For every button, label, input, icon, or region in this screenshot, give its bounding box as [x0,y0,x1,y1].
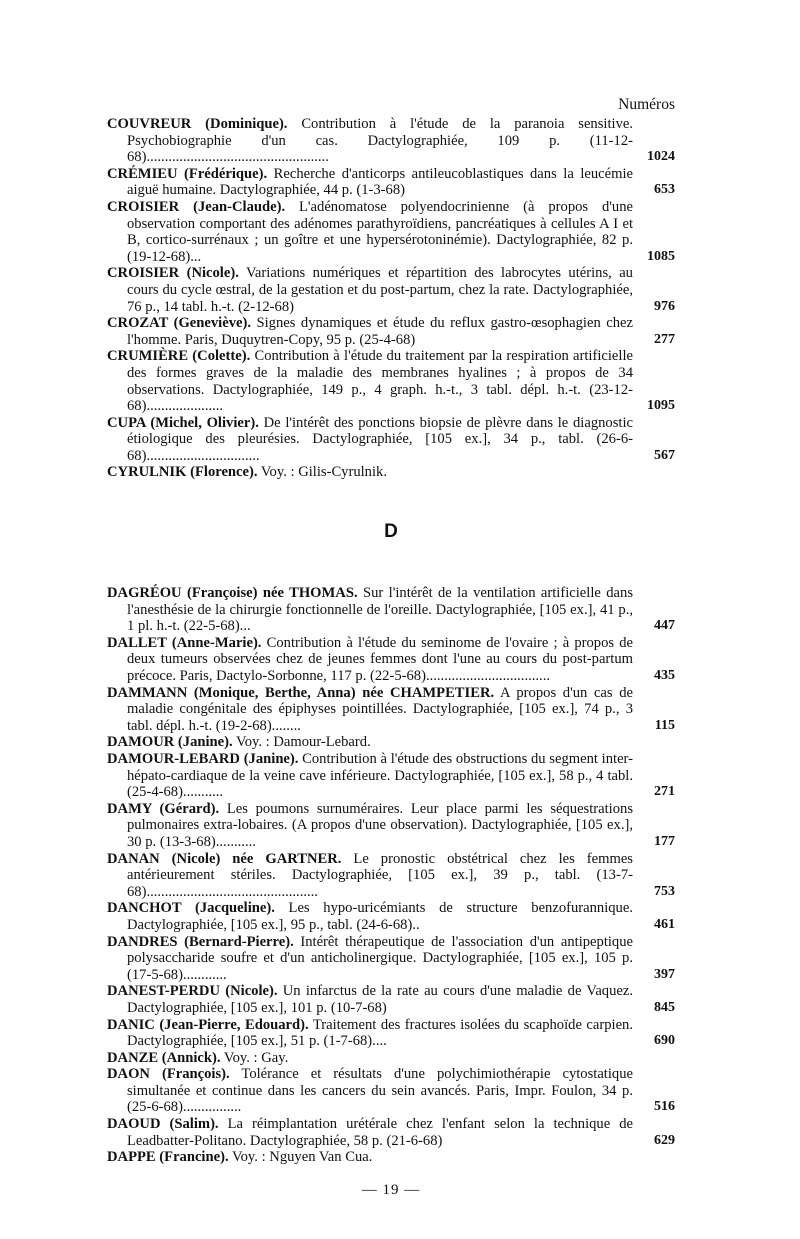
bibliography-entry [107,348,675,414]
entry-text: Le pronostic obstétrical chez les femmes antérieurement stériles. Dactylographiée, [105 ex.], 39 p., tabl. (13-7-68)............................................... [127,850,633,900]
entry-number: 461 [654,916,675,932]
entries-d-list [107,585,675,1166]
entry-number: 115 [654,717,675,733]
entry-body [107,116,633,166]
entry-text: Contribution à l'étude du seminome de l'ovaire ; à propos de deux tumeurs observées chez de jeunes femmes dont l'une au cours du post-partum précoce. Paris, Dactylo-Sorbonne, 117 p. (22-5-68).................................. [127,634,633,685]
entry-body [107,415,633,465]
author-name: CROISIER (Jean-Claude). [107,198,286,215]
entry-number: 447 [654,618,675,634]
page-number: — 19 — [361,1181,421,1198]
author-name: DAGRÉOU (Françoise) née THOMAS. [107,585,358,602]
entry-text: Les poumons surnuméraires. Leur place parmi les séquestrations pulmonaires extra-lobaires. (A propos d'une observation). Dactylographiée, [105 ex.], 30 p. (13-3-68)........... [127,800,633,850]
entry-number: 271 [654,784,675,800]
bibliography-entry [107,315,675,348]
entry-number: 1085 [647,248,675,264]
bibliography-entry [107,1017,675,1050]
author-name: DALLET (Anne-Marie). [107,634,262,651]
bibliography-entry [107,1149,675,1166]
entry-body [107,464,633,481]
entry-text: Les hypo-uricémiants de structure benzofurannique. Dactylographiée, [105 ex.], 95 p., tabl. (24-6-68).. [127,900,633,933]
entry-body [107,983,633,1016]
entry-body [107,315,633,348]
entry-body [107,801,633,851]
bibliography-entry [107,265,675,315]
entry-number: 753 [654,883,675,899]
numbers-column-header: Numéros [618,96,675,113]
author-name: CRUMIÈRE (Colette). [107,348,251,365]
entry-number: 435 [654,668,675,684]
entry-number: 976 [654,298,675,314]
entry-text: Voy. : Gay. [220,1049,289,1066]
bibliography-entry [107,166,675,199]
entry-body [107,585,633,635]
entry-body [107,1050,633,1067]
bibliography-entry [107,116,675,166]
entry-text: Contribution à l'étude des obstructions du segment inter-hépato-cardiaque de la veine cave inférieure. Dactylographiée, [105 ex.], 58 p., 4 tabl. (25-4-68)........... [127,751,633,801]
bibliography-entry [107,464,675,481]
entry-body [107,1066,633,1116]
entry-text: Voy. : Gilis-Cyrulnik. [257,464,387,481]
section-letter: D [384,521,398,543]
entry-number: 277 [654,331,675,347]
entry-body [107,1116,633,1149]
author-name: CROZAT (Geneviève). [107,315,251,332]
entry-text: Signes dynamiques et étude du reflux gastro-œsophagien chez l'homme. Paris, Duquytren-Copy, 95 p. (25-4-68) [127,315,633,348]
bibliography-entry [107,900,675,933]
entry-number: 1095 [647,398,675,414]
bibliography-entry [107,1116,675,1149]
author-name: CUPA (Michel, Olivier). [107,414,259,431]
entry-body [107,685,633,735]
author-name: CYRULNIK (Florence). [107,464,258,481]
entry-text: La réimplantation urétérale chez l'enfant selon la technique de Leadbatter-Politano. Dactylographiée, 58 p. (21-6-68) [127,1116,633,1149]
entry-number: 516 [654,1099,675,1115]
bibliography-entry [107,751,675,801]
bibliography-page [107,96,675,1199]
author-name: DAON (François). [107,1066,230,1083]
entry-text: Tolérance et résultats d'une polychimiothérapie cytostatique simultanée et continue dans les cancers du sein avancés. Paris, Impr. Foulon, 34 p. (25-6-68)................ [127,1066,633,1116]
author-name: DAPPE (Francine). [107,1149,229,1166]
bibliography-entry [107,734,675,751]
entry-number: 845 [654,999,675,1015]
entry-body [107,734,633,751]
bibliography-entry [107,1050,675,1067]
entry-number: 1024 [647,149,675,165]
bibliography-entry [107,199,675,265]
bibliography-entry [107,983,675,1016]
author-name: DAMMANN (Monique, Berthe, Anna) née CHAMPETIER. [107,684,495,701]
entry-number: 690 [654,1033,675,1049]
bibliography-entry [107,415,675,465]
entry-text: Intérêt thérapeutique de l'association d'un antipeptique polysaccharide soufre et d'un anticholinergique. Dactylographiée, [105 ex.], 105 p. (17-5-68)............ [127,933,634,983]
entry-text: Voy. : Nguyen Van Cua. [228,1149,373,1166]
entry-body [107,934,633,984]
entry-text: Variations numériques et répartition des labrocytes utérins, au cours du cycle œstral, de la gestation et du post-partum, chez la rate. Dactylographiée, 76 p., 14 tabl. h.-t. (2-12-68) [127,265,633,315]
entries-c-list [107,116,675,481]
entry-text: Contribution à l'étude de la paranoia sensitive. Psychobiographie d'un cas. Dactylographiée, 109 p. (11-12-68).................................................. [127,116,633,166]
author-name: DANEST-PERDU (Nicole). [107,983,278,1000]
entry-text: Un infarctus de la rate au cours d'une maladie de Vaquez. Dactylographiée, [105 ex.], 101 p. (10-7-68) [127,983,633,1016]
entry-text: Contribution à l'étude du traitement par la respiration artificielle des formes graves de la maladie des membranes hyalines ; à propos de 34 observations. Dactylographiée, 149 p., 4 graph. h.-t., 3 tabl. dépl. h.-t. (23-12-68)..................... [127,348,633,415]
bibliography-entry [107,851,675,901]
entry-body [107,199,633,265]
entry-body [107,900,633,933]
bibliography-entry [107,635,675,685]
entry-number: 629 [654,1132,675,1148]
entry-number: 177 [654,833,675,849]
author-name: CROISIER (Nicole). [107,265,239,282]
entry-body [107,751,633,801]
entry-text: De l'intérêt des ponctions biopsie de plèvre dans le diagnostic étiologique des pleurésies. Dactylographiée, [105 ex.], 34 p., tabl. (26-6-68)............................... [127,414,633,464]
entry-body [107,851,633,901]
bibliography-entry [107,1066,675,1116]
entry-body [107,265,633,315]
author-name: DAMOUR (Janine). [107,734,233,751]
author-name: DAOUD (Salim). [107,1116,219,1133]
entry-number: 653 [654,182,675,198]
entry-text: A propos d'un cas de maladie congénitale des épiphyses pointillées. Dactylographiée, [105 ex.], 74 p., 3 tabl. dépl. h.-t. (19-2-68)........ [127,684,634,734]
author-name: DANZE (Annick). [107,1049,221,1066]
entry-text: Sur l'intérêt de la ventilation artificielle dans l'anesthésie de la chirurgie fonctionnelle de l'oreille. Dactylographiée, [105 ex.], 41 p., 1 pl. h.-t. (22-5-68)... [127,585,634,635]
author-name: COUVREUR (Dominique). [107,116,288,132]
bibliography-entry [107,685,675,735]
entry-text: Recherche d'anticorps antileucoblastiques dans la leucémie aiguë humaine. Dactylographiée, 44 p. (1-3-68) [127,165,633,199]
entry-body [107,635,633,685]
author-name: CRÉMIEU (Frédérique). [107,165,268,182]
author-name: DANAN (Nicole) née GARTNER. [107,850,342,867]
entry-number: 397 [654,966,675,982]
author-name: DANCHOT (Jacqueline). [107,900,275,917]
entry-body [107,166,633,199]
entry-text: Traitement des fractures isolées du scaphoïde carpien. Dactylographiée, [105 ex.], 51 p. (1-7-68).... [127,1016,633,1050]
bibliography-entry [107,934,675,984]
author-name: DAMOUR-LEBARD (Janine). [107,751,299,767]
entry-text: Voy. : Damour-Lebard. [232,734,371,751]
entry-body [107,1017,633,1050]
author-name: DAMY (Gérard). [107,800,220,817]
entry-text: L'adénomatose polyendocrinienne (à propos d'une observation comportant des adénomes parathyroïdiens, pancréatiques à cellules A I et B, cortico-surrénaux ; un goître et une hypersérotoninémie). Dactylographiée, 82 p. (19-12-68)... [127,198,634,265]
entry-body [107,1149,633,1166]
author-name: DANDRES (Bernard-Pierre). [107,933,294,950]
entry-body [107,348,633,414]
bibliography-entry [107,585,675,635]
entry-number: 567 [654,447,675,463]
author-name: DANIC (Jean-Pierre, Edouard). [107,1016,309,1033]
bibliography-entry [107,801,675,851]
